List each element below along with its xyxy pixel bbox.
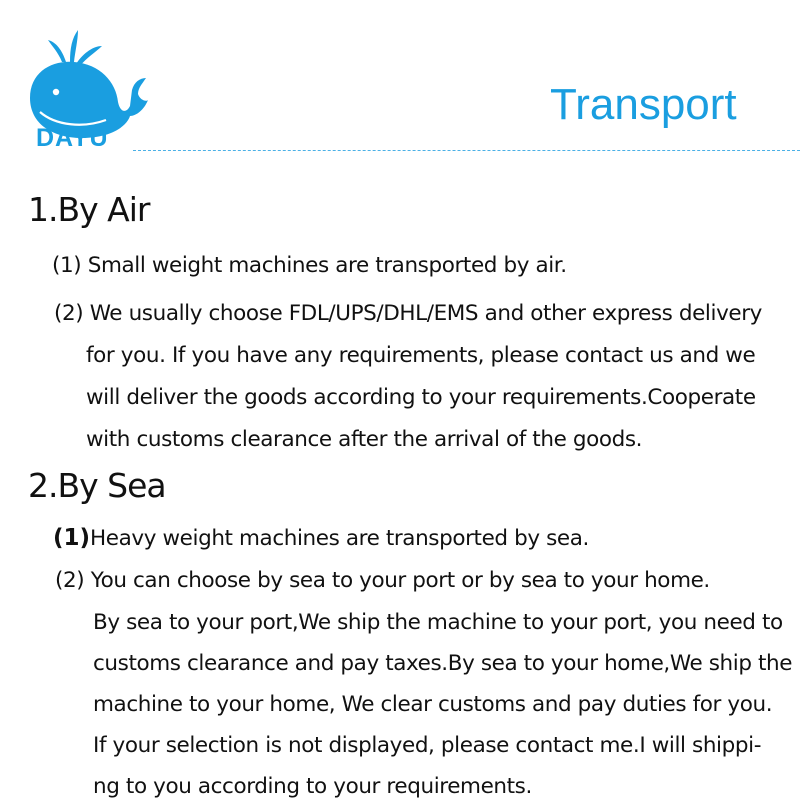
- header-divider: [133, 150, 800, 151]
- section-heading-by-sea: 2.By Sea: [28, 466, 166, 505]
- item-text-continued: for you. If you have any requirements, please contact us and we: [86, 343, 756, 368]
- item-text: Heavy weight machines are transported by sea.: [90, 526, 589, 551]
- item-text-continued: will deliver the goods according to your requirements.Cooperate: [86, 385, 756, 410]
- item-marker: (2): [55, 568, 85, 593]
- list-item: [54, 301, 762, 326]
- list-item: [53, 525, 589, 551]
- item-text: You can choose by sea to your port or by sea to your home.: [90, 568, 710, 593]
- list-item: [55, 568, 710, 593]
- item-text-continued: machine to your home, We clear customs and pay duties for you.: [93, 692, 773, 717]
- page-title: Transport: [550, 80, 737, 129]
- item-text-continued: ng to you according to your requirements.: [93, 774, 532, 799]
- item-text-continued: with customs clearance after the arrival of the goods.: [86, 427, 643, 452]
- item-text-continued: If your selection is not displayed, please contact me.I will shippi-: [93, 733, 762, 758]
- item-marker: (2): [54, 301, 84, 326]
- section-heading-by-air: 1.By Air: [28, 190, 150, 229]
- item-marker: (1): [52, 253, 82, 278]
- item-text-continued: By sea to your port,We ship the machine to your port, you need to: [93, 610, 783, 635]
- list-item: [52, 253, 567, 278]
- brand-name: DAYU: [36, 124, 109, 152]
- item-marker: (1): [53, 525, 91, 551]
- item-text: Small weight machines are transported by air.: [87, 253, 567, 278]
- item-text-continued: customs clearance and pay taxes.By sea to your home,We ship the: [93, 651, 793, 676]
- item-text: We usually choose FDL/UPS/DHL/EMS and other express delivery: [89, 301, 762, 326]
